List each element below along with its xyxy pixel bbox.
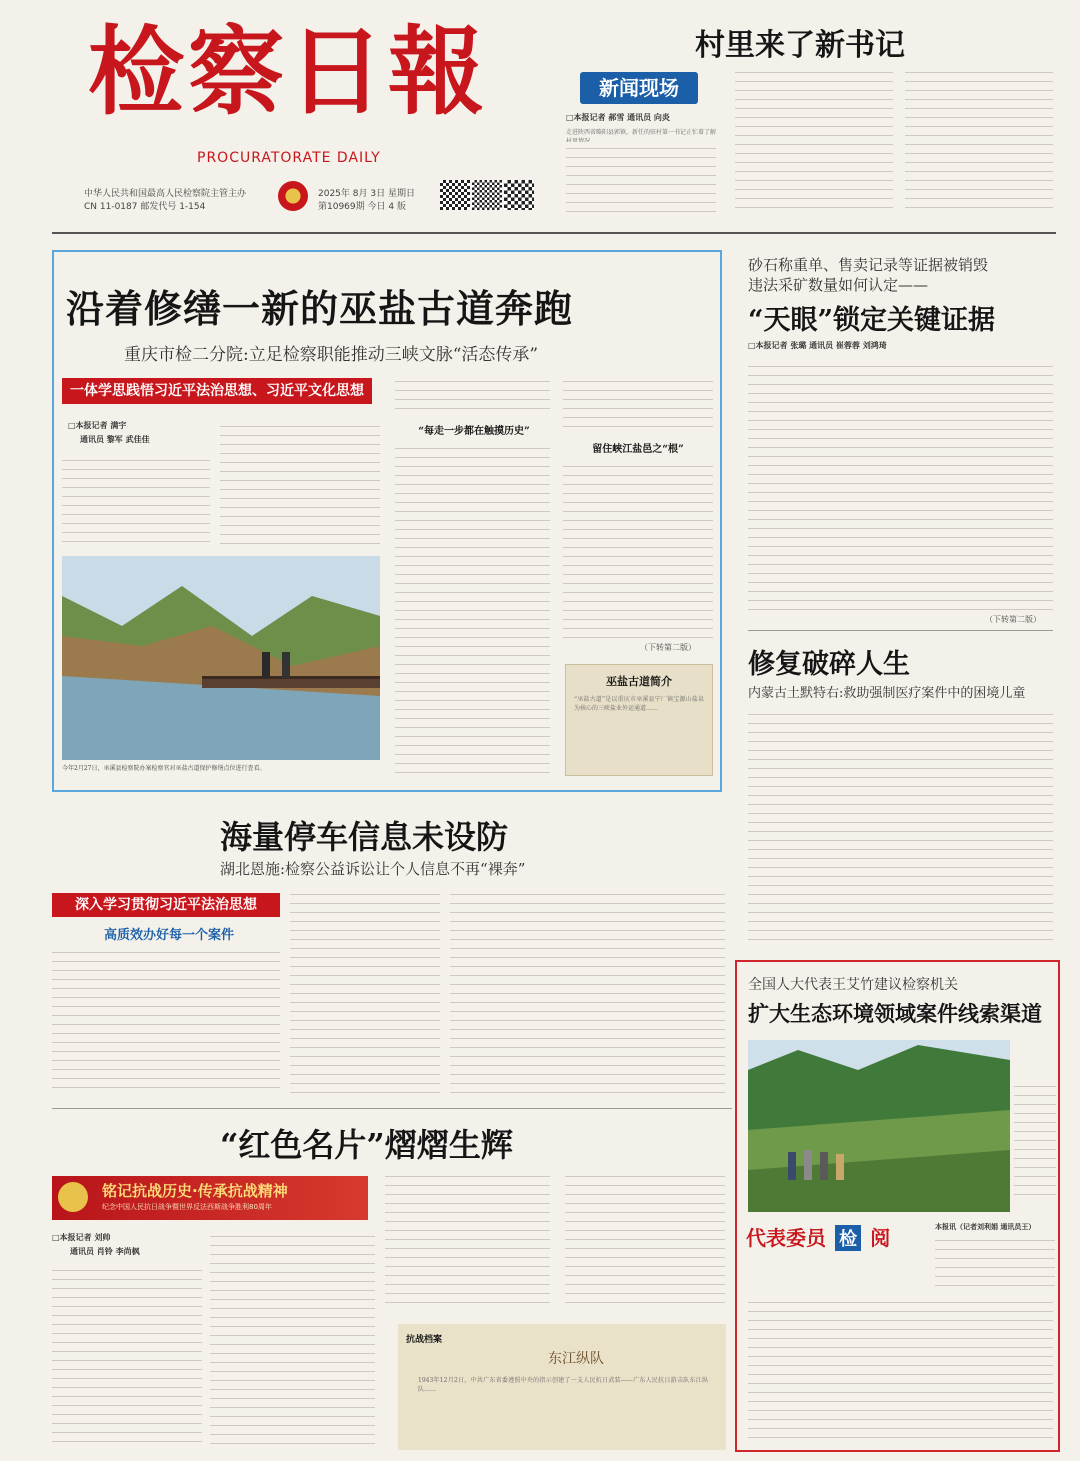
top-story-title: 村里来了新书记 bbox=[695, 28, 905, 63]
masthead-english: PROCURATORATE DAILY bbox=[197, 150, 381, 166]
red-card-text-column bbox=[565, 1170, 725, 1310]
parking-banner-sub: 高质效办好每一个案件 bbox=[103, 928, 234, 943]
parking-subtitle: 湖北恩施:检察公益诉讼让个人信息不再“裸奔” bbox=[220, 860, 526, 878]
deputy-badge-text-1: 代表委员 bbox=[746, 1226, 826, 1250]
lead-story-text-column bbox=[395, 442, 550, 777]
red-card-text-column bbox=[210, 1230, 375, 1450]
masthead-divider bbox=[52, 232, 1056, 234]
masthead-issue: 第10969期 今日 4 版 bbox=[318, 202, 406, 212]
forest-inspection-image bbox=[748, 1040, 1010, 1212]
gorge-walkway-image bbox=[62, 556, 380, 760]
evidence-divider bbox=[748, 630, 1053, 631]
evidence-continued: （下转第二版） bbox=[985, 615, 1041, 624]
red-card-text-column bbox=[52, 1264, 202, 1450]
lead-story-text-column bbox=[62, 454, 210, 544]
emblem-icon bbox=[278, 181, 308, 211]
red-card-banner-sub: 纪念中国人民抗日战争暨世界反法西斯战争胜利80周年 bbox=[102, 1203, 272, 1211]
evidence-byline: □本报记者 张璐 通讯员 崔蓉蓉 刘鸿琦 bbox=[748, 340, 887, 350]
top-story-text-column bbox=[905, 66, 1053, 216]
lead-story-text-column bbox=[220, 420, 380, 544]
lead-story-text-column bbox=[395, 375, 550, 415]
deputy-kicker: 全国人大代表王艾竹建议检察机关 bbox=[748, 977, 958, 993]
sidebar-title: 巫盐古道简介 bbox=[606, 675, 672, 688]
archive-body: 1943年12月2日，中共广东省委遵照中央的指示创建了一支人民抗日武装——广东人民抗日游击队东江纵队…… bbox=[418, 1377, 708, 1393]
news-scene-badge-label: 新闻现场 bbox=[599, 76, 679, 100]
top-story-byline: □本报记者 郝雪 通讯员 向炎 bbox=[566, 112, 670, 122]
lead-story-text-column bbox=[563, 460, 713, 640]
evidence-kicker-1: 砂石称重单、售卖记录等证据被销毁 bbox=[748, 256, 989, 274]
news-scene-badge bbox=[580, 72, 698, 104]
evidence-title: “天眼”锁定关键证据 bbox=[748, 305, 996, 336]
deputy-badge-text-2: 检 bbox=[835, 1225, 861, 1251]
deputy-text-column bbox=[935, 1234, 1055, 1294]
archive-title: 东江纵队 bbox=[548, 1351, 604, 1367]
top-story-text-column bbox=[735, 66, 893, 216]
lead-story-subhead-1: “每走一步都在触摸历史” bbox=[418, 426, 530, 437]
lead-story-banner: 一体学思践悟习近平法治思想、习近平文化思想 bbox=[62, 378, 372, 404]
deputy-section-badge bbox=[746, 1222, 926, 1250]
masthead-date: 2025年 8月 3日 星期日 bbox=[318, 189, 415, 199]
qr-code-icon bbox=[504, 180, 534, 210]
red-card-title: “红色名片”熠熠生辉 bbox=[220, 1126, 513, 1164]
parking-banner: 深入学习贯彻习近平法治思想 bbox=[52, 893, 280, 917]
lead-story-title: 沿着修缮一新的巫盐古道奔跑 bbox=[66, 286, 574, 331]
deputy-text-column bbox=[748, 1296, 1053, 1446]
lead-story-subhead-2: 留住峡江盐邑之“根” bbox=[592, 444, 684, 455]
masthead-title: 检察日報 bbox=[88, 15, 488, 128]
red-card-banner bbox=[52, 1176, 368, 1220]
red-card-byline-1: □本报记者 刘帅 bbox=[52, 1232, 111, 1242]
parking-text-column bbox=[290, 888, 440, 1096]
section-divider bbox=[52, 1108, 732, 1109]
sidebar-body: “巫盐古道”是以重庆市巫溪县宁厂镇宝源山盐泉为核心的三峡盐业外运通道…… bbox=[574, 696, 704, 712]
deputy-text-column bbox=[1014, 1080, 1056, 1200]
lead-story-continued: （下转第二版） bbox=[640, 643, 696, 652]
masthead-cn: CN 11-0187 邮发代号 1-154 bbox=[84, 202, 206, 212]
lead-story-sidebar bbox=[565, 664, 713, 776]
red-card-byline-2: 通讯员 肖铃 李尚枫 bbox=[70, 1246, 140, 1256]
deputy-story-photo bbox=[748, 1040, 1010, 1212]
red-card-banner-title: 铭记抗战历史·传承抗战精神 bbox=[102, 1182, 288, 1200]
repair-subtitle: 内蒙古土默特右:救助强制医疗案件中的困境儿童 bbox=[748, 686, 1026, 701]
top-story-body: 走进陕西省略阳县郭镇，新任的驻村第一书记正忙着了解 bbox=[566, 129, 716, 136]
lead-story-photo bbox=[62, 556, 380, 760]
lead-story-photo-caption: 今年2月27日，巫溪县检察院办案检察官对巫盐古道保护修缮点位进行查看。 bbox=[62, 765, 266, 772]
evidence-text-column bbox=[748, 360, 1053, 610]
lead-story-byline-1: □本报记者 满宇 bbox=[68, 420, 127, 430]
qr-code-icon bbox=[440, 180, 470, 210]
lead-story-text-column bbox=[563, 375, 713, 430]
parking-text-column bbox=[565, 888, 725, 1096]
evidence-kicker-2: 违法采矿数量如何认定—— bbox=[748, 276, 929, 294]
archive-label: 抗战档案 bbox=[406, 1335, 443, 1345]
red-card-text-column bbox=[385, 1170, 550, 1310]
repair-text-column bbox=[748, 708, 1053, 944]
repair-title: 修复破碎人生 bbox=[748, 649, 910, 680]
parking-title: 海量停车信息未设防 bbox=[220, 818, 509, 856]
parking-text-column bbox=[52, 946, 280, 1096]
deputy-badge-text-3: 阅 bbox=[870, 1226, 891, 1250]
lead-story-subtitle: 重庆市检二分院:立足检察职能推动三峡文脉“活态传承” bbox=[124, 345, 539, 365]
lead-story-byline-2: 通讯员 黎军 武佳佳 bbox=[80, 434, 150, 444]
anniversary-emblem-icon bbox=[58, 1182, 88, 1212]
deputy-title: 扩大生态环境领域案件线索渠道 bbox=[748, 1001, 1042, 1026]
deputy-byline: 本报讯（记者刘利娟 通讯员王） bbox=[935, 1222, 1036, 1231]
archive-box bbox=[398, 1324, 726, 1450]
masthead-sponsor: 中华人民共和国最高人民检察院主管主办 bbox=[84, 189, 247, 199]
qr-code-icon bbox=[472, 180, 502, 210]
top-story-text-column bbox=[566, 142, 716, 218]
